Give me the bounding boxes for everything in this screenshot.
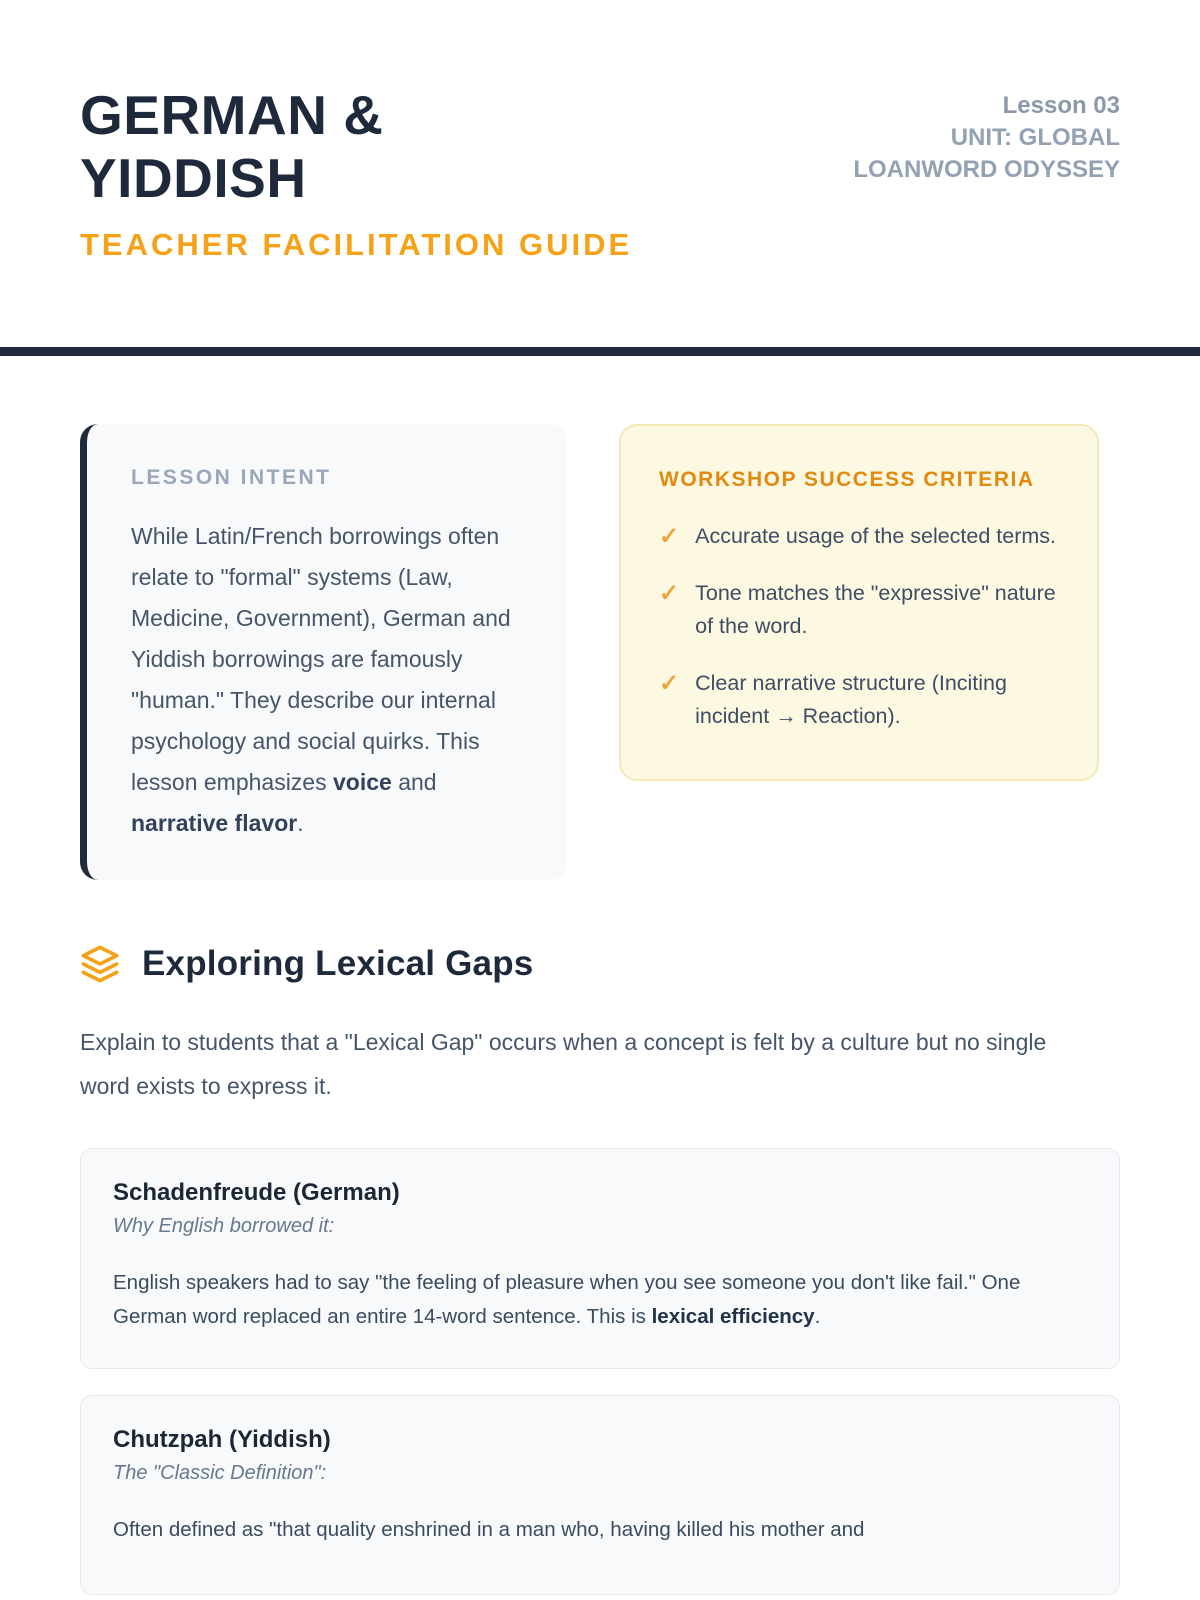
term-subtitle: Why English borrowed it: [113, 1215, 335, 1238]
page-title: GERMAN & YIDDISH [80, 84, 384, 209]
criteria-item [659, 520, 1059, 553]
term-subtitle: The "Classic Definition": [113, 1462, 327, 1485]
success-criteria-label: WORKSHOP SUCCESS CRITERIA [659, 468, 1035, 492]
page-header [80, 84, 1120, 263]
layers-icon [80, 944, 120, 984]
unit-label: UNIT: GLOBAL LOANWORD ODYSSEY [853, 124, 1120, 183]
lesson-intent-card [80, 424, 567, 880]
lesson-meta [810, 84, 1120, 186]
check-icon: ✓ [659, 523, 680, 551]
success-criteria-list [659, 520, 1059, 733]
page-subtitle: TEACHER FACILITATION GUIDE [80, 227, 633, 263]
title-block [80, 84, 632, 263]
section-intro: Explain to students that a "Lexical Gap" occurs when a concept is felt by a culture but no single word exists to express it. [80, 1029, 1047, 1100]
criteria-text: Accurate usage of the selected terms. [695, 524, 1057, 549]
criteria-item [659, 667, 1059, 733]
check-icon: ✓ [659, 580, 680, 608]
success-criteria-card [619, 424, 1099, 781]
criteria-item [659, 577, 1059, 643]
section-header [80, 944, 1120, 984]
term-card-schadenfreude [80, 1148, 1120, 1369]
lesson-intent-label: LESSON INTENT [131, 466, 332, 490]
info-cards-row [80, 424, 1120, 880]
divider-bar [0, 347, 1200, 356]
lesson-number: Lesson 03 [1002, 92, 1120, 119]
term-card-chutzpah [80, 1395, 1120, 1595]
check-icon: ✓ [659, 670, 680, 698]
term-title: Chutzpah (Yiddish) [113, 1426, 331, 1454]
criteria-text: Clear narrative structure (Inciting incident → Reaction). [695, 671, 1007, 729]
term-body: English speakers had to say "the feeling of pleasure when you see someone you don't like fail." One German word replaced an entire 14-word sentence. This is lexical efficiency. [113, 1271, 1021, 1329]
criteria-text: Tone matches the "expressive" nature of the word. [695, 581, 1056, 639]
term-title: Schadenfreude (German) [113, 1179, 400, 1207]
term-body: Often defined as "that quality enshrined in a man who, having killed his mother and [113, 1518, 865, 1542]
section-title: Exploring Lexical Gaps [142, 944, 534, 984]
lesson-intent-body: While Latin/French borrowings often relate to "formal" systems (Law, Medicine, Government), German and Yiddish borrowings are famously "human." They describe our internal psychology and social quirks. This lesson emphasizes voice and narrative flavor. [131, 523, 511, 837]
